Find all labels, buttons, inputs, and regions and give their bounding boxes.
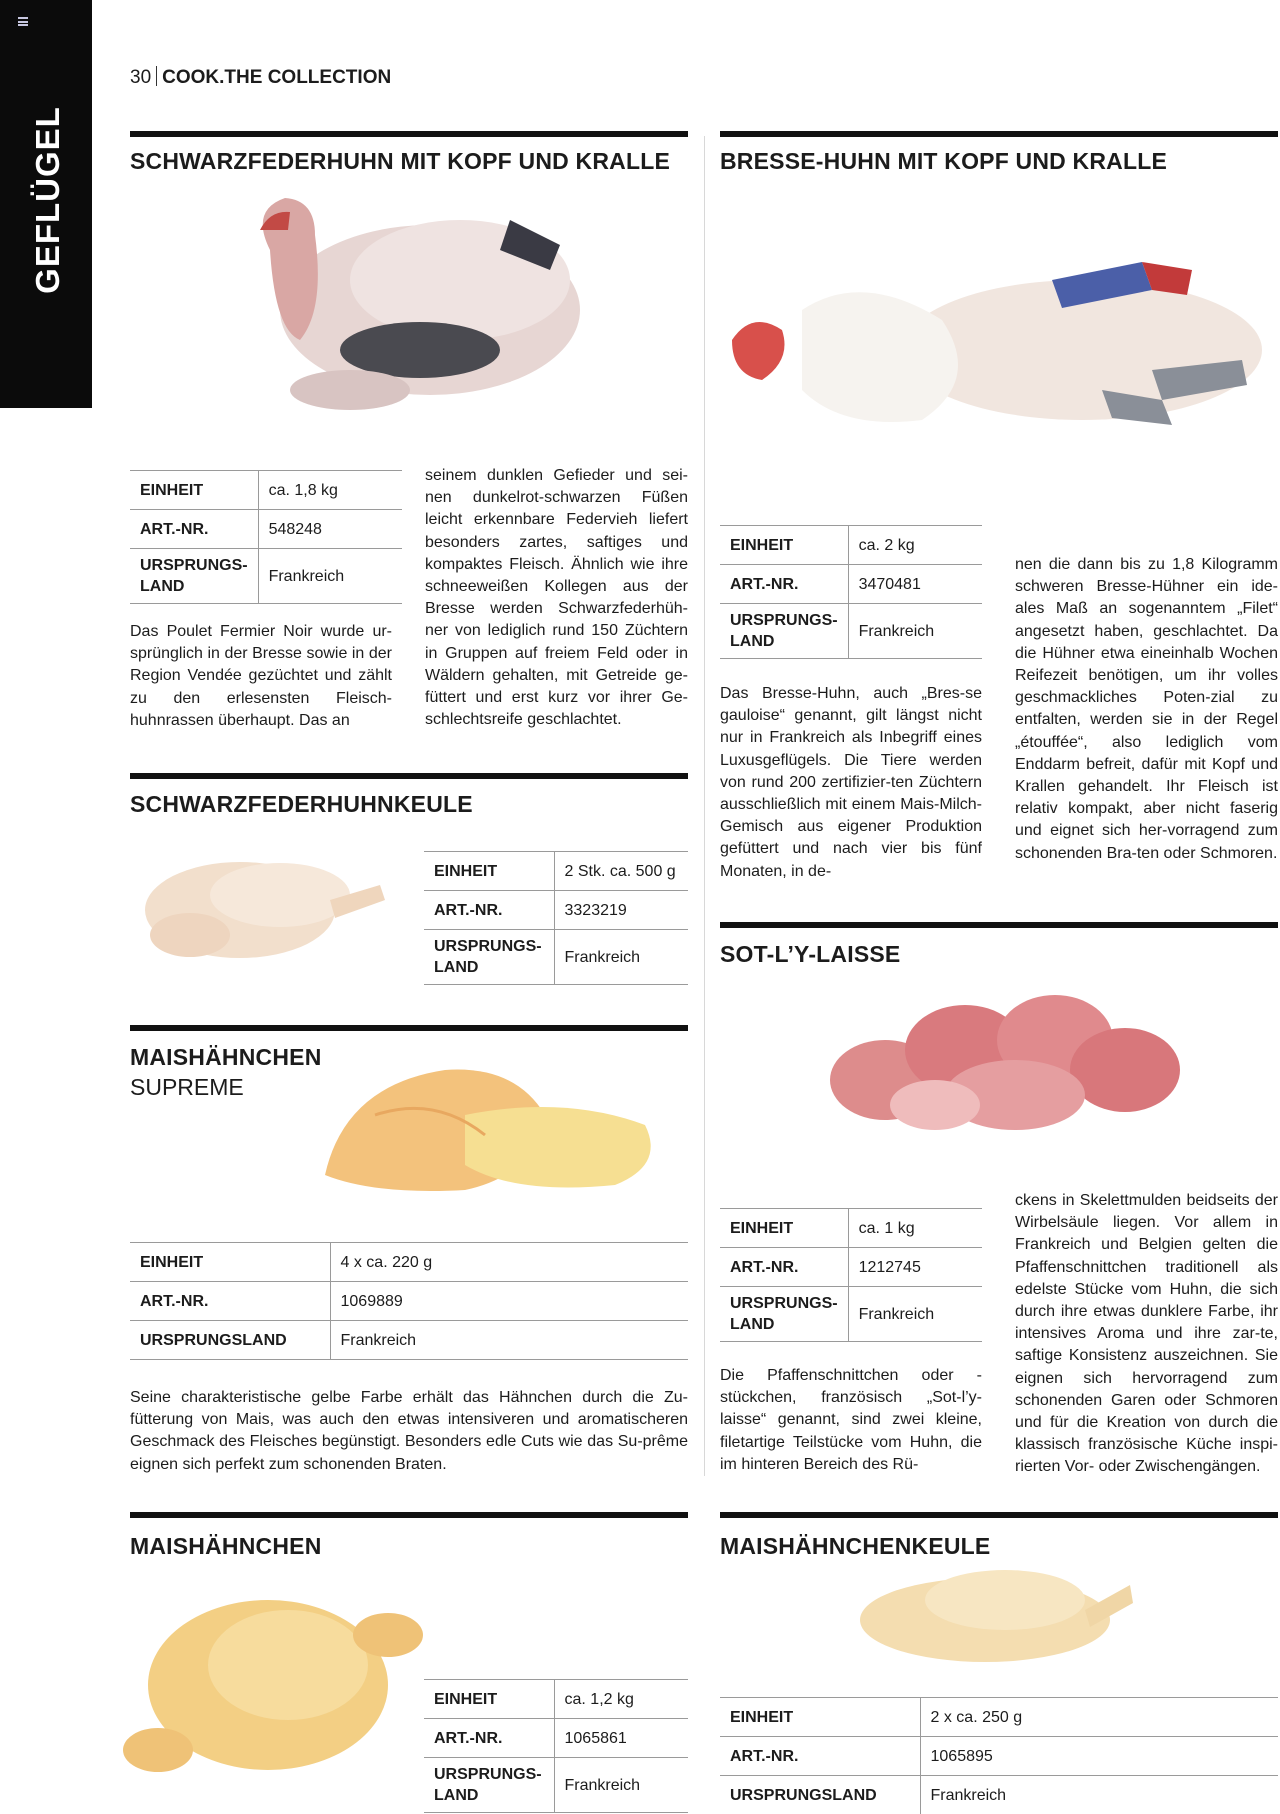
collection-title: COOK.THE COLLECTION <box>162 67 392 88</box>
spec-row-origin <box>424 1758 688 1813</box>
origin-label-line2: LAND <box>434 959 479 976</box>
spec-row-artnr <box>720 1737 1278 1776</box>
spec-table <box>720 525 982 659</box>
product-description: Das Bresse-Huhn, auch „Bres-se gauloise“ genannt, gilt längst nicht nur in Frankreich als Inbegriff eines Luxusgeflügels. Die Tiere werden von rund 200 zertifizier-ten Züchtern ausschließlich mit einem Mais-Milch-Gemisch aus eigener Produktion gefüttert und nach vier bis fünf Monaten, in de- <box>720 685 982 880</box>
spec-table <box>130 470 402 604</box>
origin-value: Frankreich <box>564 948 641 966</box>
artnr-label: ART.-NR. <box>424 891 554 930</box>
origin-label-line1: URSPRUNGS- <box>140 557 248 574</box>
chicken-leg-photo <box>130 840 395 975</box>
section-rule <box>130 131 688 137</box>
category-sidebar <box>0 0 92 408</box>
spec-row-artnr <box>130 1282 688 1321</box>
product-description-continued: seinem dunklen Gefieder und sei-nen dunkelrot-schwarzen Füßen leicht erkennbare Federvieh liefert besonders zartes, saftiges und kompaktes Fleisch. Ähnlich wie ihre schneeweißen Kollegen aus der Bresse werden Schwarzfederhüh-ner von lediglich rund 150 Züchtern in Gruppen auf freiem Feld oder in Wäldern gehalten, mit Getreide ge-füttert und erst kurz vor ihrer Ge-schlechtsreife geschlachtet. <box>425 467 688 729</box>
artnr-label: ART.-NR. <box>424 1719 554 1758</box>
spec-row-unit <box>424 1680 688 1719</box>
section-rule <box>720 131 1278 137</box>
unit-value: 2 x ca. 250 g <box>930 1708 1023 1726</box>
origin-label <box>720 604 848 659</box>
unit-label: EINHEIT <box>424 852 554 891</box>
origin-label-line1: URSPRUNGS- <box>730 612 838 629</box>
section-rule <box>130 1512 688 1518</box>
spec-row-artnr <box>424 1719 688 1758</box>
origin-label <box>424 1758 554 1813</box>
unit-label: EINHEIT <box>720 1209 848 1248</box>
oyster-meat-photo <box>815 970 1190 1140</box>
spec-table <box>130 1242 688 1360</box>
spec-row-artnr <box>130 510 402 549</box>
unit-value: ca. 2 kg <box>858 536 915 554</box>
artnr-value: 1069889 <box>340 1292 403 1310</box>
chicken-supreme-photo <box>315 1055 670 1200</box>
product-description: Die Pfaffenschnittchen oder -stückchen, französisch „Sot-l’y-laisse“ genannt, sind zwei kleine, filetartige Teilstücke vom Huhn, die im hinteren Bereich des Rü- <box>720 1367 982 1473</box>
unit-value: 4 x ca. 220 g <box>340 1253 433 1271</box>
unit-label: EINHEIT <box>720 1698 920 1737</box>
unit-value: ca. 1,8 kg <box>268 481 338 499</box>
spec-row-artnr <box>720 1248 982 1287</box>
origin-label <box>130 549 258 604</box>
origin-value: Frankreich <box>930 1786 1007 1804</box>
spec-table <box>424 851 688 985</box>
product-description-continued: ckens in Skelettmulden beidseits der Wirbelsäule liegen. Vor allem in Frankreich und Belgien gelten die Pfaffenschnittchen traditionell als edelste Stücke vom Huhn, die sich durch ihre etwas dunklere Farbe, ihr intensives Aroma und ihre zar-te, saftige Konsistenz auszeichnen. Sie eignen sich hervorragend zum schonenden Garen oder Schmoren und für die Kreation von durch die klassisch französische Küche inspi-rierten Vor- oder Zwischengängen. <box>1015 1192 1278 1476</box>
artnr-value: 1065861 <box>564 1729 627 1747</box>
unit-label: EINHEIT <box>720 526 848 565</box>
artnr-label: ART.-NR. <box>130 510 258 549</box>
flag-icon <box>18 17 28 26</box>
origin-value: Frankreich <box>340 1331 417 1349</box>
spec-row-origin <box>424 930 688 985</box>
origin-label: URSPRUNGSLAND <box>130 1321 330 1360</box>
corn-fed-chicken-photo <box>118 1575 438 1800</box>
product-subtitle: SUPREME <box>130 1074 244 1100</box>
product-description: Das Poulet Fermier Noir wurde ur-sprünglich in der Bresse sowie in der Region Vendée gezüchtet und zählt zu den erlesensten Fleisch-huhnrassen überhaupt. Das an <box>130 623 392 729</box>
unit-value: 2 Stk. ca. 500 g <box>564 862 676 880</box>
category-label: GEFLÜGEL <box>29 106 66 294</box>
section-rule <box>130 1025 688 1031</box>
origin-value: Frankreich <box>564 1776 641 1794</box>
spec-table <box>424 1679 688 1813</box>
spec-row-unit <box>424 852 688 891</box>
spec-row-artnr <box>424 891 688 930</box>
artnr-label: ART.-NR. <box>130 1282 330 1321</box>
origin-label-line1: URSPRUNGS- <box>730 1295 838 1312</box>
column-divider <box>704 136 705 1476</box>
spec-table <box>720 1697 1278 1814</box>
origin-label <box>424 930 554 985</box>
origin-label-line2: LAND <box>730 1316 775 1333</box>
unit-label: EINHEIT <box>130 471 258 510</box>
spec-table <box>720 1208 982 1342</box>
bresse-chicken-photo <box>722 250 1278 445</box>
spec-row-origin <box>720 604 982 659</box>
header-divider <box>156 66 157 86</box>
origin-value: Frankreich <box>268 567 345 585</box>
spec-row-artnr <box>720 565 982 604</box>
unit-label: EINHEIT <box>130 1243 330 1282</box>
unit-value: ca. 1 kg <box>858 1219 915 1237</box>
product-description: Seine charakteristische gelbe Farbe erhält das Hähnchen durch die Zu-fütterung von Mais, was auch den etwas intensiveren und aromatischeren Geschmack des Fleisches begünstigt. Besonders edle Cuts wie das Su-prême eignen sich perfekt zum schonenden Braten. <box>130 1389 688 1473</box>
artnr-label: ART.-NR. <box>720 1737 920 1776</box>
unit-value: ca. 1,2 kg <box>564 1690 634 1708</box>
spec-row-unit <box>130 1243 688 1282</box>
spec-row-origin <box>130 1321 688 1360</box>
product-title: SCHWARZFEDERHUHNKEULE <box>130 791 473 817</box>
artnr-value: 3470481 <box>858 575 921 593</box>
origin-label-line1: URSPRUNGS- <box>434 1766 542 1783</box>
product-description-continued: nen die dann bis zu 1,8 Kilogramm schweren Bresse-Hühner ein ide-ales Maß an sogenanntem „Filet“ angesetzt haben, geschlachtet. Da die Hühner etwa eineinhalb Wochen Reifezeit benötigen, um ihr volles geschmackliches Poten-zial zu entfalten, werden sie in der Regel „étouffée“, also lediglich vom Enddarm befreit, dafür mit Kopf und Krallen gehandelt. Ihr Fleisch ist relativ kompakt, aber nicht faserig und eignet sich her-vorragend zum schonenden Bra-ten oder Schmoren. <box>1015 556 1278 862</box>
origin-label <box>720 1287 848 1342</box>
product-title: SCHWARZFEDERHUHN MIT KOPF UND KRALLE <box>130 148 671 174</box>
artnr-value: 1065895 <box>930 1747 993 1765</box>
black-feather-chicken-photo <box>230 190 610 425</box>
product-title: SOT-L’Y-LAISSE <box>720 941 901 967</box>
artnr-value: 548248 <box>268 520 322 538</box>
spec-row-unit <box>720 1698 1278 1737</box>
spec-row-unit <box>130 471 402 510</box>
corn-fed-leg-photo <box>845 1555 1135 1670</box>
origin-value: Frankreich <box>858 1305 935 1323</box>
unit-label: EINHEIT <box>424 1680 554 1719</box>
spec-row-origin <box>720 1287 982 1342</box>
spec-row-origin <box>720 1776 1278 1814</box>
section-rule <box>720 1512 1278 1518</box>
artnr-value: 1212745 <box>858 1258 921 1276</box>
product-title: MAISHÄHNCHEN <box>130 1044 322 1070</box>
product-title: MAISHÄHNCHENKEULE <box>720 1533 991 1559</box>
artnr-label: ART.-NR. <box>720 565 848 604</box>
product-title: BRESSE-HUHN MIT KOPF UND KRALLE <box>720 148 1168 174</box>
spec-row-unit <box>720 526 982 565</box>
origin-label-line1: URSPRUNGS- <box>434 938 542 955</box>
page-header <box>130 66 391 89</box>
spec-row-unit <box>720 1209 982 1248</box>
origin-label: URSPRUNGSLAND <box>720 1776 920 1814</box>
spec-row-origin <box>130 549 402 604</box>
section-rule <box>720 922 1278 928</box>
artnr-label: ART.-NR. <box>720 1248 848 1287</box>
section-rule <box>130 773 688 779</box>
product-title: MAISHÄHNCHEN <box>130 1533 322 1559</box>
page-number: 30 <box>130 67 152 88</box>
origin-label-line2: LAND <box>140 578 185 595</box>
origin-value: Frankreich <box>858 622 935 640</box>
artnr-value: 3323219 <box>564 901 627 919</box>
origin-label-line2: LAND <box>730 633 775 650</box>
origin-label-line2: LAND <box>434 1787 479 1804</box>
